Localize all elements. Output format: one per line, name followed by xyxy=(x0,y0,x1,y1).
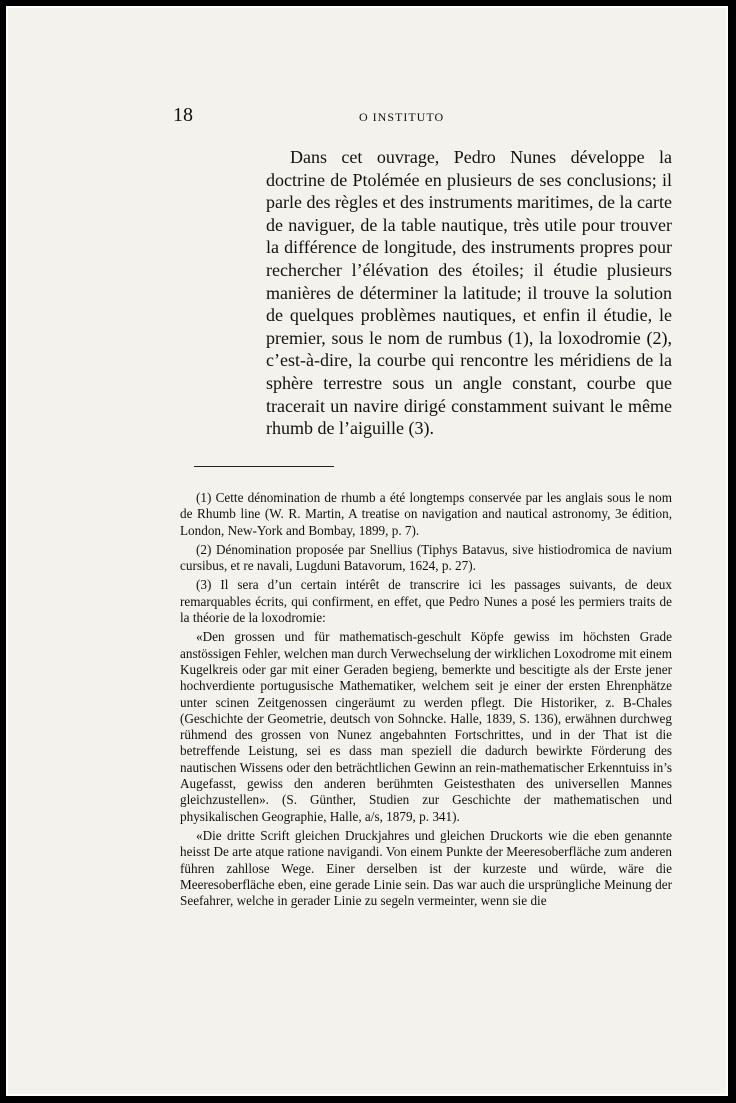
body-paragraph: Dans cet ouvrage, Pedro Nunes développe la doctrine de Ptolémée en plusieurs de ses conclusions; il parle des règles et des instruments maritimes, de la carte de naviguer, de la table nautique, très utile pour trouver la différence de longitude, des instruments propres pour rechercher l’élévation des étoiles; il étudie plusieurs manières de déterminer la latitude; il trouve la solution de quelques problèmes nautiques, et enfin il étudie, le premier, sous le nom de rumbus (1), la loxodromie (2), c’est-à-dire, la courbe qui rencontre les méridiens de la sphère terrestre sous un angle constant, courbe que tracerait un navire dirigé constamment suivant le même rhumb de l’aiguille (3). xyxy=(266,147,672,439)
running-head: O INSTITUTO xyxy=(359,110,445,124)
footnote-1: (1) Cette dénomination de rhumb a été longtemps conservée par les anglais sous le nom de Rhumb line (W. R. Martin, A treatise on navigation and nautical astronomy, 3e édition, London, New-York and Bombay, 1899, p. 7). xyxy=(180,490,672,538)
footnote-2: (2) Dénomination proposée par Snellius (Tiphys Batavus, sive histiodromica de navium cursibus, et re navali, Lugduni Batavorum, 1624, p. 27). xyxy=(180,541,672,574)
footnote-separator xyxy=(194,466,334,467)
page-number: 18 xyxy=(173,104,193,126)
page-header xyxy=(173,104,673,134)
footnote-3: (3) Il sera d’un certain intérêt de transcrire ici les passages suivants, de deux remarquables écrits, qui confirment, en effet, que Pedro Nunes a posé les permiers traits de la théorie de la loxodromie: xyxy=(180,577,672,626)
footnote-quote-1: «Den grossen und für mathematisch-geschult Köpfe gewiss im höchsten Grade anstössigen Fehler, welchen man durch Verwechselung der wirklichen Loxodrome mit einem Kugelkreis oder gar mit einer Geraden begieng, bemerkte und bescitigte als der Erste jener hochverdiente portugusische Mathematiker, welchem seit je einer der ersten Ehrenphätze unter scinen Zeitgenossen cingeräumt zu werden pflegt. Die Historiker, z. B-Chales (Geschichte der Geometrie, deutsch von Sohncke. Halle, 1839, S. 136), erwähnen durchweg rühmend des grossen von Nunez angebahnten Fortschrittes, und in der That ist die betreffende Leistung, sei es dass man speziell die dadurch bewirkte Förderung des nautischen Wissens oder den beträchtlichen Gewinn an rein-mathematischer Erkenntuiss in’s Augefasst, gewiss den anderen berühmten Geistesthaten des universellen Mannes gleichzustellen». (S. Günther, Studien zur Geschichte der mathematischen und physikalischen Geographie, Halle, a/s, 1879, p. 341). xyxy=(180,629,672,824)
footnotes xyxy=(180,490,672,909)
footnote-quote-2: «Die dritte Scrift gleichen Druckjahres und gleichen Druckorts wie die eben genannte heisst De arte atque ratione navigandi. Von einem Punkte der Meeresoberfläche zum anderen führen zahllose Wege. Einer derselben ist der kurzeste und würde, wäre die Meeresoberfläche eben, eine gerade Linie sein. Das war auch die ursprüngliche Meinung der Seefahrer, welche in gerader Linie zu segeln vermeinter, wenn sie die xyxy=(180,827,672,909)
document-page xyxy=(6,6,728,1096)
